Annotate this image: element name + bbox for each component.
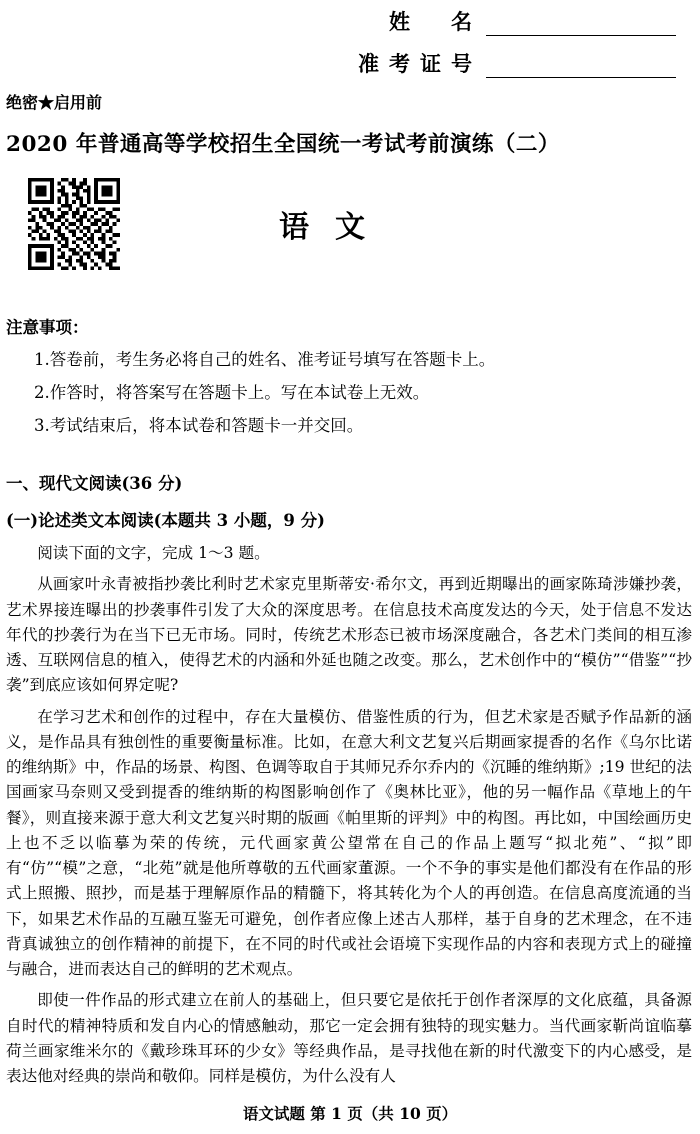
- page-title: 2020 年普通高等学校招生全国统一考试考前演练（二）: [6, 132, 560, 157]
- reading-instruction: 阅读下面的文字，完成 1～3 题。: [37, 544, 270, 562]
- note-item: 2.作答时，将答案写在答题卡上。写在本试卷上无效。: [34, 383, 430, 402]
- notes-section: [0, 314, 700, 436]
- passage-paragraph: 即使一件作品的形式建立在前人的基础上，但只要它是依托于创作者深厚的文化底蕴，具备源自时代的精神特质和发自内心的情感触动，那它一定会拥有独特的现实魅力。当代画家靳尚谊临摹荷兰画家维米尔的《戴珍珠耳环的少女》等经典作品，是寻找他在新的时代激变下的内心感受，是表达他对经典的崇尚和敬仰。同样是模仿，为什么没有人: [6, 991, 692, 1085]
- name-input-line[interactable]: [486, 13, 676, 36]
- qr-code-icon: [28, 178, 120, 270]
- exam-id-field-row: [0, 48, 676, 78]
- section-heading-part-one: 一、现代文阅读(36 分): [6, 474, 183, 493]
- subject-title: 语文: [279, 210, 391, 245]
- reading-passage: [0, 541, 700, 1089]
- secret-notice: 绝密★启用前: [6, 93, 103, 112]
- note-item: 3.考试结束后，将本试卷和答题卡一并交回。: [34, 416, 364, 435]
- page-footer: 语文试题 第 1 页（共 10 页）: [242, 1104, 458, 1123]
- student-info-fields: [0, 0, 700, 78]
- passage-paragraph: 从画家叶永青被指抄袭比利时艺术家克里斯蒂安·希尔文，再到近期曝出的画家陈琦涉嫌抄袭，艺术界接连曝出的抄袭事件引发了大众的深度思考。在信息技术高度发达的今天，处于信息不发达年代的抄袭行为在当下已无市场。同时，传统艺术形态已被市场深度融合，各艺术门类间的相互渗透、互联网信息的植入，使得艺术的内涵和外延也随之改变。那么，艺术创作中的“模仿”“借鉴”“抄袭”到底应该如何界定呢?: [6, 575, 692, 695]
- name-field-row: [0, 6, 676, 36]
- note-item: 1.答卷前，考生务必将自己的姓名、准考证号填写在答题卡上。: [34, 350, 496, 369]
- passage-paragraph: 在学习艺术和创作的过程中，存在大量模仿、借鉴性质的行为，但艺术家是否赋予作品新的涵义，是作品具有独创性的重要衡量标准。比如，在意大利文艺复兴后期画家提香的名作《乌尔比诺的维纳斯》中，作品的场景、构图、色调等取自于其师兄乔尔乔内的《沉睡的维纳斯》;19 世纪的法国画家马奈则又受到提香的维纳斯的构图影响创作了《奥林比亚》，他的另一幅作品《草地上的午餐》，则直接来源于意大利文艺复兴时期的版画《帕里斯的评判》中的构图。再比如，中国绘画历史上也不乏以临摹为荣的传统，元代画家黄公望常在自己的作品上题写“拟北苑”、“拟”即有“仿”“模”之意，“北苑”就是他所尊敬的五代画家董源。一个不争的事实是他们都没有在作品的形式上照搬、照抄，而是基于理解原作品的精髓下，将其转化为个人的再创造。在信息高度流通的当下，如果艺术作品的互融互鉴无可避免，创作者应像上述古人那样，基于自身的艺术理念，在不违背真诚独立的创作精神的前提下，在不同的时代或社会语境下实现作品的内容和表现方式上的碰撞与融合，进而表达自己的鲜明的艺术观点。: [6, 707, 692, 978]
- exam-id-label: 准考证号: [358, 51, 482, 76]
- section-heading-sub-one: (一)论述类文本阅读(本题共 3 小题，9 分): [6, 511, 325, 530]
- exam-id-input-line[interactable]: [486, 55, 676, 78]
- notes-title: 注意事项：: [6, 318, 89, 337]
- qr-subject-row: [0, 178, 700, 270]
- name-label: 姓 名: [389, 9, 482, 34]
